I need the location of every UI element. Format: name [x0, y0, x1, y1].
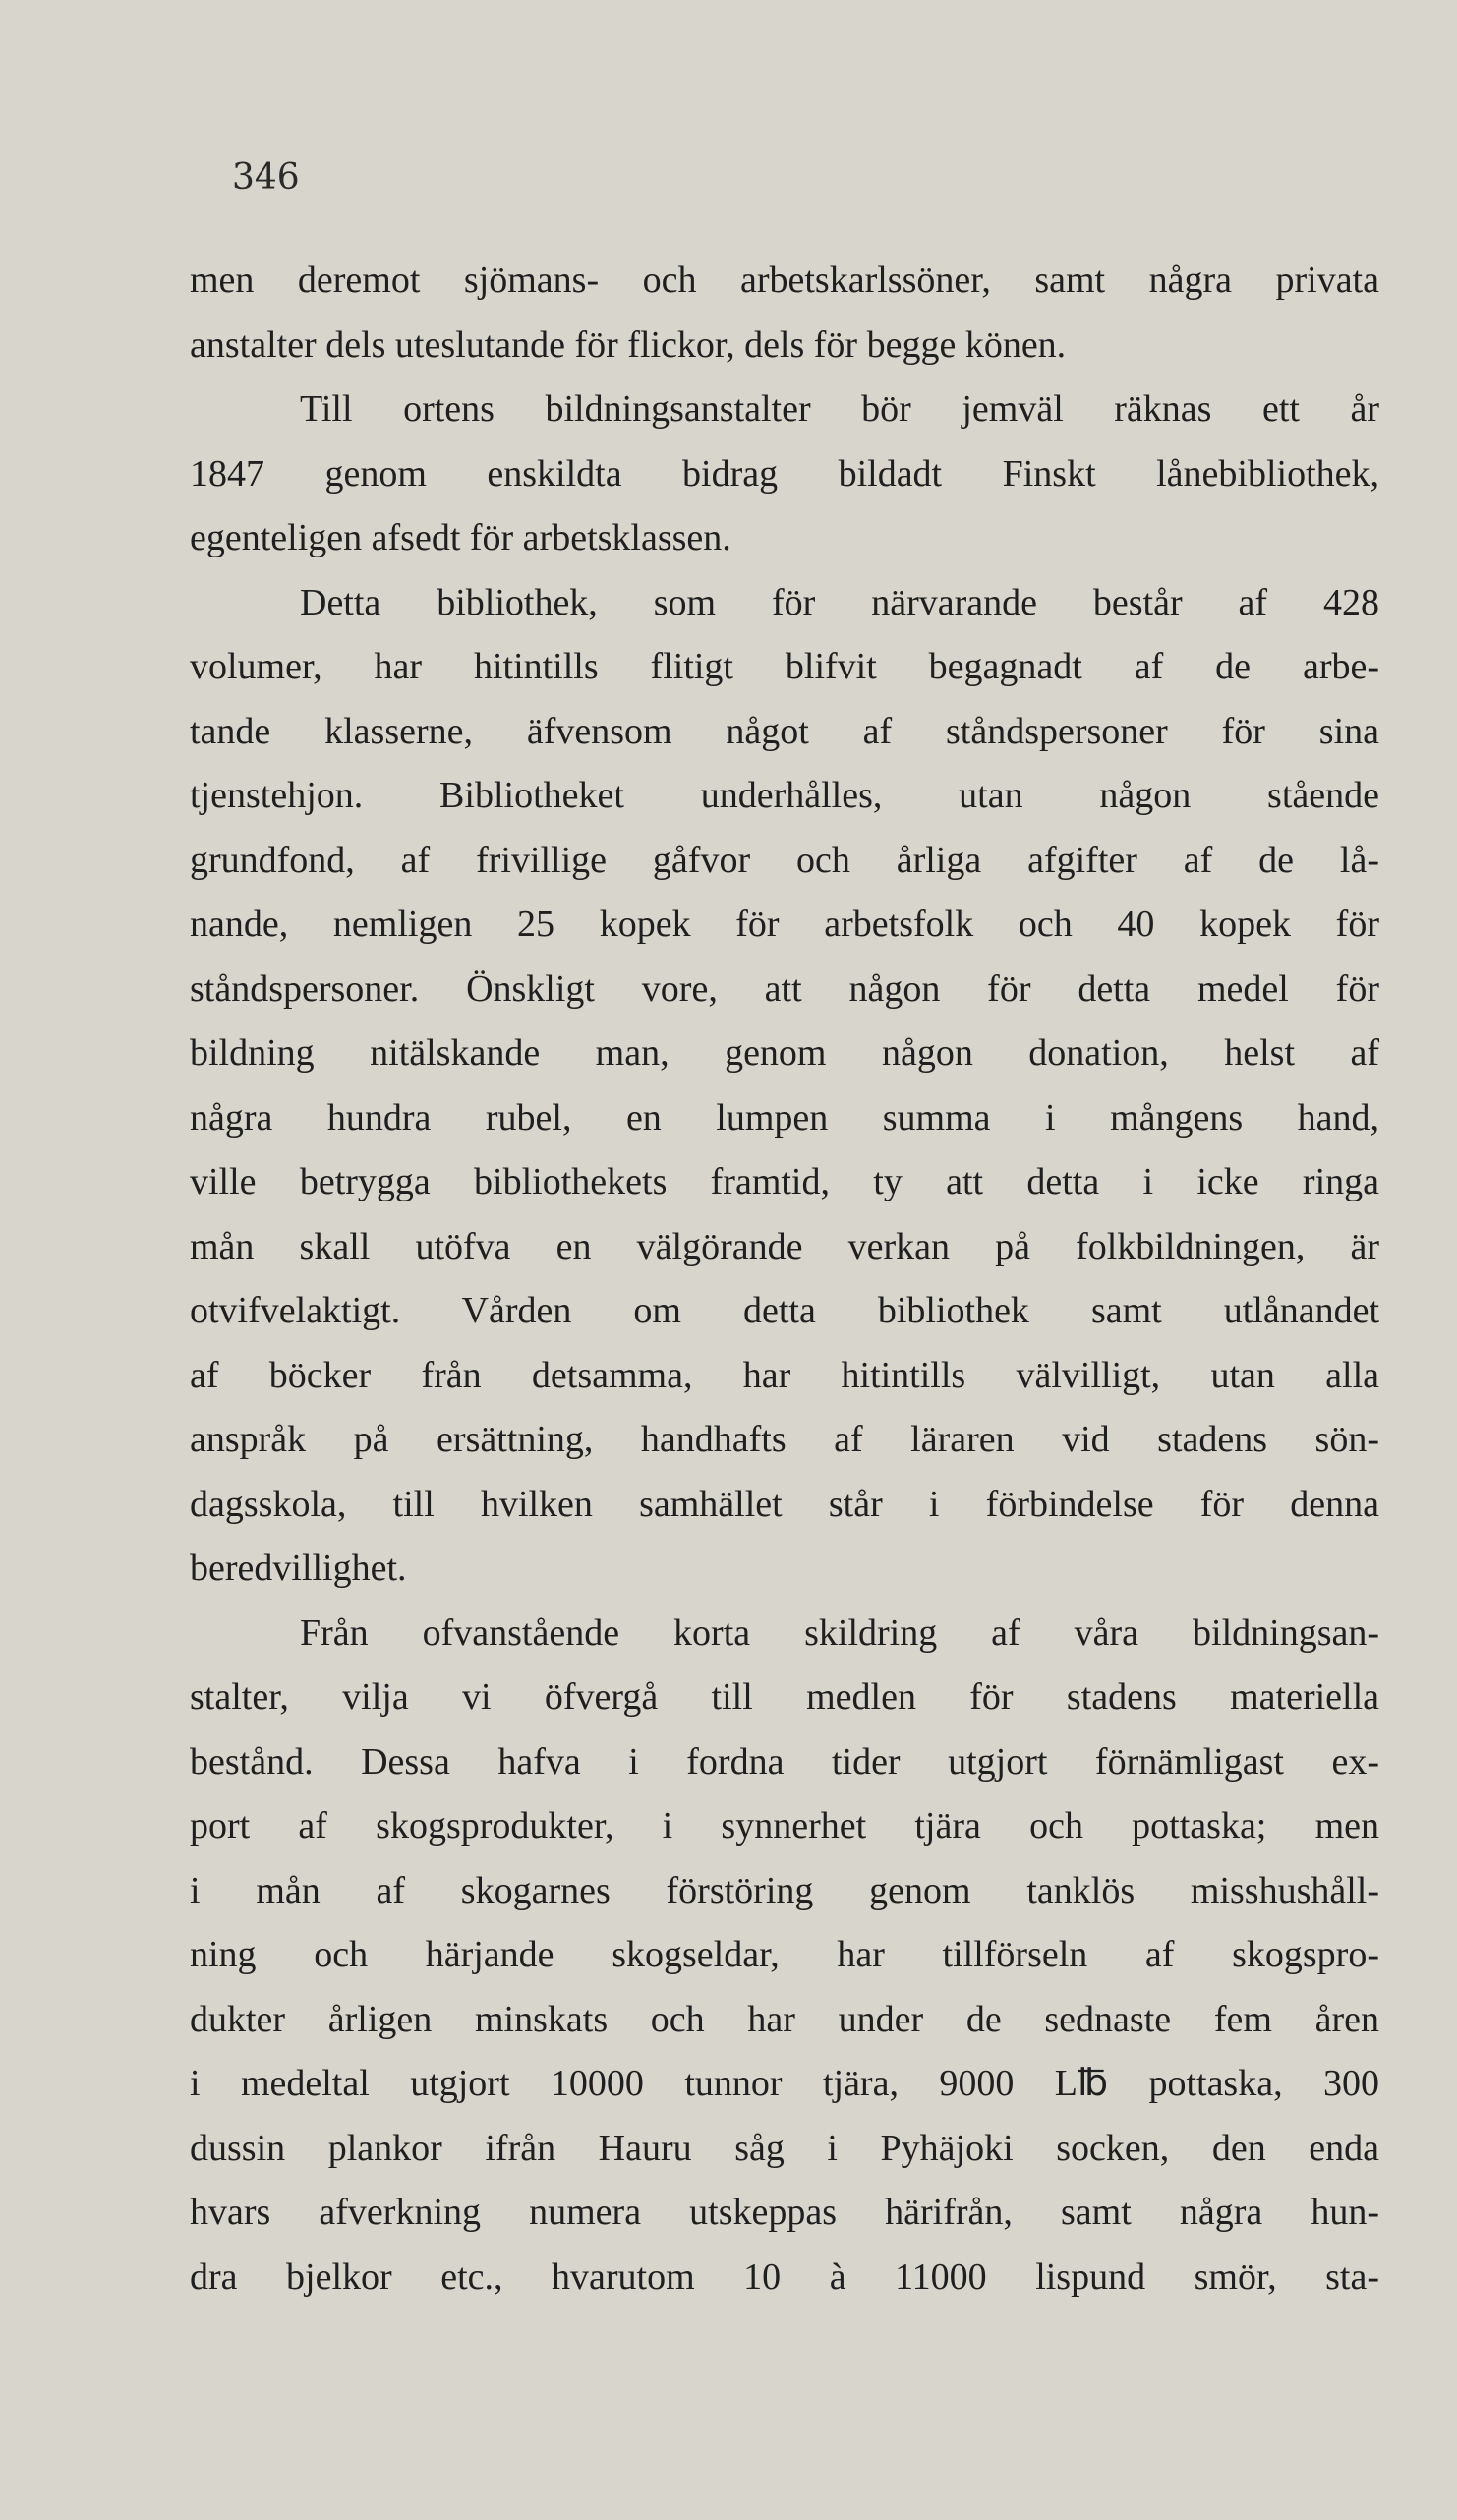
text-line: mån skall utöfva en välgörande verkan på folkbildningen, är — [190, 1225, 1379, 1267]
text-line: hvars afverkning numera utskeppas härifrån, samt några hun- — [190, 2192, 1379, 2233]
text-line: port af skogsprodukter, i synnerhet tjära och pottaska; men — [190, 1805, 1379, 1846]
text-line: nande, nemligen 25 kopek för arbetsfolk och 40 kopek för — [190, 904, 1379, 945]
text-line: Från ofvanstående korta skildring af våra bildningsan- — [300, 1612, 1379, 1654]
text-line: anspråk på ersättning, handhafts af läraren vid stadens sön- — [190, 1419, 1379, 1460]
text-line: af böcker från detsamma, har hitintills välvilligt, utan alla — [190, 1354, 1379, 1396]
body-text — [190, 249, 1379, 2310]
text-line: tjenstehjon. Bibliotheket underhålles, utan någon stående — [190, 775, 1379, 816]
text-line: stalter, vilja vi öfvergå till medlen för stadens materiella — [190, 1676, 1379, 1718]
text-line: dra bjelkor etc., hvarutom 10 à 11000 lispund smör, sta- — [190, 2256, 1379, 2298]
text-line: ståndspersoner. Önskligt vore, att någon för detta medel för — [190, 967, 1379, 1010]
text-line: några hundra rubel, en lumpen summa i mångens hand, — [190, 1096, 1379, 1139]
text-line: tande klasserne, äfvensom något af ståndspersoner för sina — [190, 710, 1379, 752]
text-line: 1847 genom enskildta bidrag bildadt Finskt lånebibliothek, — [190, 452, 1379, 495]
text-line: dukter årligen minskats och har under de sednaste fem åren — [190, 1998, 1379, 2040]
page-number: 346 — [232, 157, 300, 198]
text-line: beredvillighet. — [190, 1548, 407, 1589]
text-line: dussin plankor ifrån Hauru såg i Pyhäjoki socken, den enda — [190, 2127, 1379, 2169]
text-line: dagsskola, till hvilken samhället står i förbindelse för denna — [190, 1483, 1379, 1525]
text-line: otvifvelaktigt. Vården om detta bibliothek samt utlånandet — [190, 1290, 1379, 1331]
text-line: Till ortens bildningsanstalter bör jemväl räknas ett år — [300, 388, 1379, 430]
text-line: bestånd. Dessa hafva i fordna tider utgjort förnämligast ex- — [190, 1740, 1379, 1783]
text-line: volumer, har hitintills flitigt blifvit begagnadt af de arbe- — [190, 646, 1379, 687]
text-line: Detta bibliothek, som för närvarande består af 428 — [300, 581, 1379, 623]
text-line: men deremot sjömans- och arbetskarlssöner, samt några privata — [190, 260, 1379, 301]
text-line: ning och härjande skogseldar, har tillförseln af skogspro- — [190, 1934, 1379, 1975]
text-line: egenteligen afsedt för arbetsklassen. — [190, 517, 731, 558]
text-line: i mån af skogarnes förstöring genom tanklös misshushåll- — [190, 1869, 1379, 1911]
text-line: anstalter dels uteslutande för flickor, dels för begge könen. — [190, 323, 1067, 366]
text-line: ville betrygga bibliothekets framtid, ty att detta i icke ringa — [190, 1161, 1379, 1202]
text-line: i medeltal utgjort 10000 tunnor tjära, 9000 L℔ pottaska, 300 — [190, 2063, 1379, 2104]
text-line: bildning nitälskande man, genom någon donation, helst af — [190, 1032, 1379, 1074]
text-line: grundfond, af frivillige gåfvor och årliga afgifter af de lå- — [190, 839, 1379, 881]
